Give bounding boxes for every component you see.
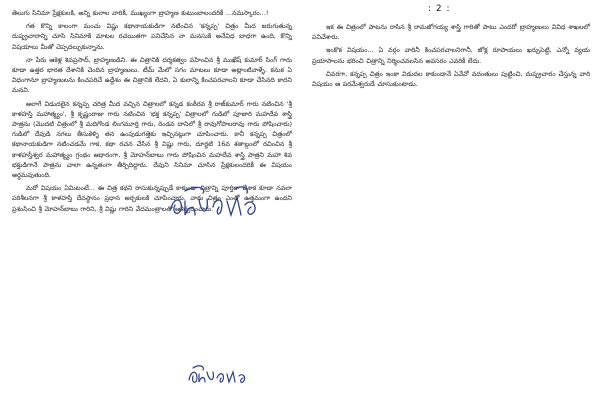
body-paragraph: ఇక ఈ చిత్రంలో పాటను రాసిన శ్రీ రామజోగయ్య శాస్త్రి గారితో పాటు ఎందరో బ్రాహ్మణులు వివిధ శాఖలలో పనిచేశారు. (312, 23, 590, 42)
body-paragraph: చివరగా, కన్నప్ప చిత్రం ఇంకా విడుదల కాకుండానే ఏవేవో వదంతులు పుట్టించి, దుష్ప్రచారం చేస్తున్న వారి విషయం ఆ పరమేశ్వరుడే చూసుకుంటాడు. (312, 69, 590, 89)
body-paragraph: ఇంకొక విషయం... ఏ వర్గం వారినీ కించపరచాలనిగానీ, జోక్ల రూపాయలు ఖర్చుపెట్టి, ఎన్నో వ్యయ ప్రయాసాలను భరించి చిత్రాన్ని నిర్మించవలసిన అవసరం ఎవరికీ లేదు. (312, 46, 590, 65)
body-paragraph: నా పేరు ఆకెళ్ల శివప్రసాద్, బ్రాహ్మణుడిని. ఈ చిత్రానికి దర్శకత్వం వహించిన శ్రీ ముఖేష్ కుమార్ సింగ్ గారు కూడా ఉత్తర భారత దేశానికి చెందిన బ్రాహ్మణులు. టీమ్ మేలో సగం మాటలు కూడా అట్లాంటివాళ్ళే. కనుక ఏ విధంగానూ బ్రాహ్మణులను కించపరిచే ఉద్దేశం ఈ చిత్రానికి లేదని, ఏ కులాన్ని కించపరచాలని కూడా చేసినది కాదని మనవి. (12, 55, 292, 95)
body-paragraph: మరో విషయం ఏమిటంటే... ఈ చిత్ర కథని రాసుకున్నప్పుడే కాకుండా చిత్రాన్ని పూర్తిగా చేశాక కూడా నవలా పరిశీలనగా శ్రీ కాళహస్తి దేవస్థానం ప్రధాన అర్చకులకి చూపించారు. వారు చిత్రం ఎంతో ఉత్తమంగా ఉందని ప్రశంసించి శ్రీ మోహన్‌బాబు గారిని, శ్రీ విష్ణు గారిని వేదమంత్రాలతో ఆశీర్వదించారు. (12, 184, 292, 213)
right-signature (165, 183, 265, 227)
handwritten-signature-right (165, 183, 265, 227)
greeting-paragraph: తెలుగు సినిమా ప్రేక్షకులకి, అన్ని కులాల వారికీ, ముఖ్యంగా బ్రాహ్మణ కుటుంబాలందరికీ ...నమస్కారం...! (12, 9, 269, 17)
right-page (300, 0, 600, 400)
left-signature (185, 360, 255, 390)
body-paragraph: అలాగే విడుదలైన కన్నప్ప చరిత్ర మీద వచ్చిన చిత్రాలలో కన్నడ కంఠీరవ శ్రీ రాజ్‌కుమార్ గారు నటించిన 'శ్రీ కాళహస్తి మహాత్మ్యం', శ్రీ కృష్ణంరాజు గారు నటించిన 'భక్త కన్నప్ప' చిత్రాలలో గుడిలో పూజారి మహదేవ శాస్త్రి పాత్రను (మొదటి చిత్రంలో శ్రీ మదిగొండ లింగమూర్తి గారు, రెండవ దానిలో శ్రీ రావుగోపాలరావు గారు పోషించారు) గుడిలో దేవుడి నగలు తీసుకెళ్ళి తన ఉంపుడుగత్తెకు ఇచ్చినట్లుగా చూపించారు. కానీ కన్నప్ప చిత్రంలో కథానాయకుడిగా నటించడమే గాక, కథా రచన చేసిన శ్రీ విష్ణు గారు, దూర్జటి 16వ శతాబ్దంలో రచించిన శ్రీ కాళహస్తీశ్వర మహాత్మ్యం గ్రంథం ఆధారంగా, శ్రీ మోహన్‌బాబు గారు పోషించిన మహదేవ శాస్త్రి పాత్రని మహా శివ భక్తుడిగానే పాత్రను చాలా ఉన్నతంగా తీర్చిదిద్దారు. దేవుని సినిమా చూసిన ప్రేక్షకులందరికీ ఈ విషయం అర్థమవుతుంది. (12, 99, 292, 180)
page-number: : 2 : (428, 4, 451, 14)
handwritten-signature-left (185, 360, 255, 390)
body-paragraph: గత కొన్ని కాలంగా మంచు విష్ణు కథానాయకుడిగా నటించిన 'కన్నప్ప' చిత్రం మీద జరుగుతున్న దుష్ప్రచారాన్ని చూసి సినిమాకి మాటల రచయితగా పనిచేసిన నా మనసుకి అనేవిధ బాధగా ఉంది, కొన్ని విషయాలు మీతో చెప్పదల్చుకున్నాను. (12, 22, 292, 51)
